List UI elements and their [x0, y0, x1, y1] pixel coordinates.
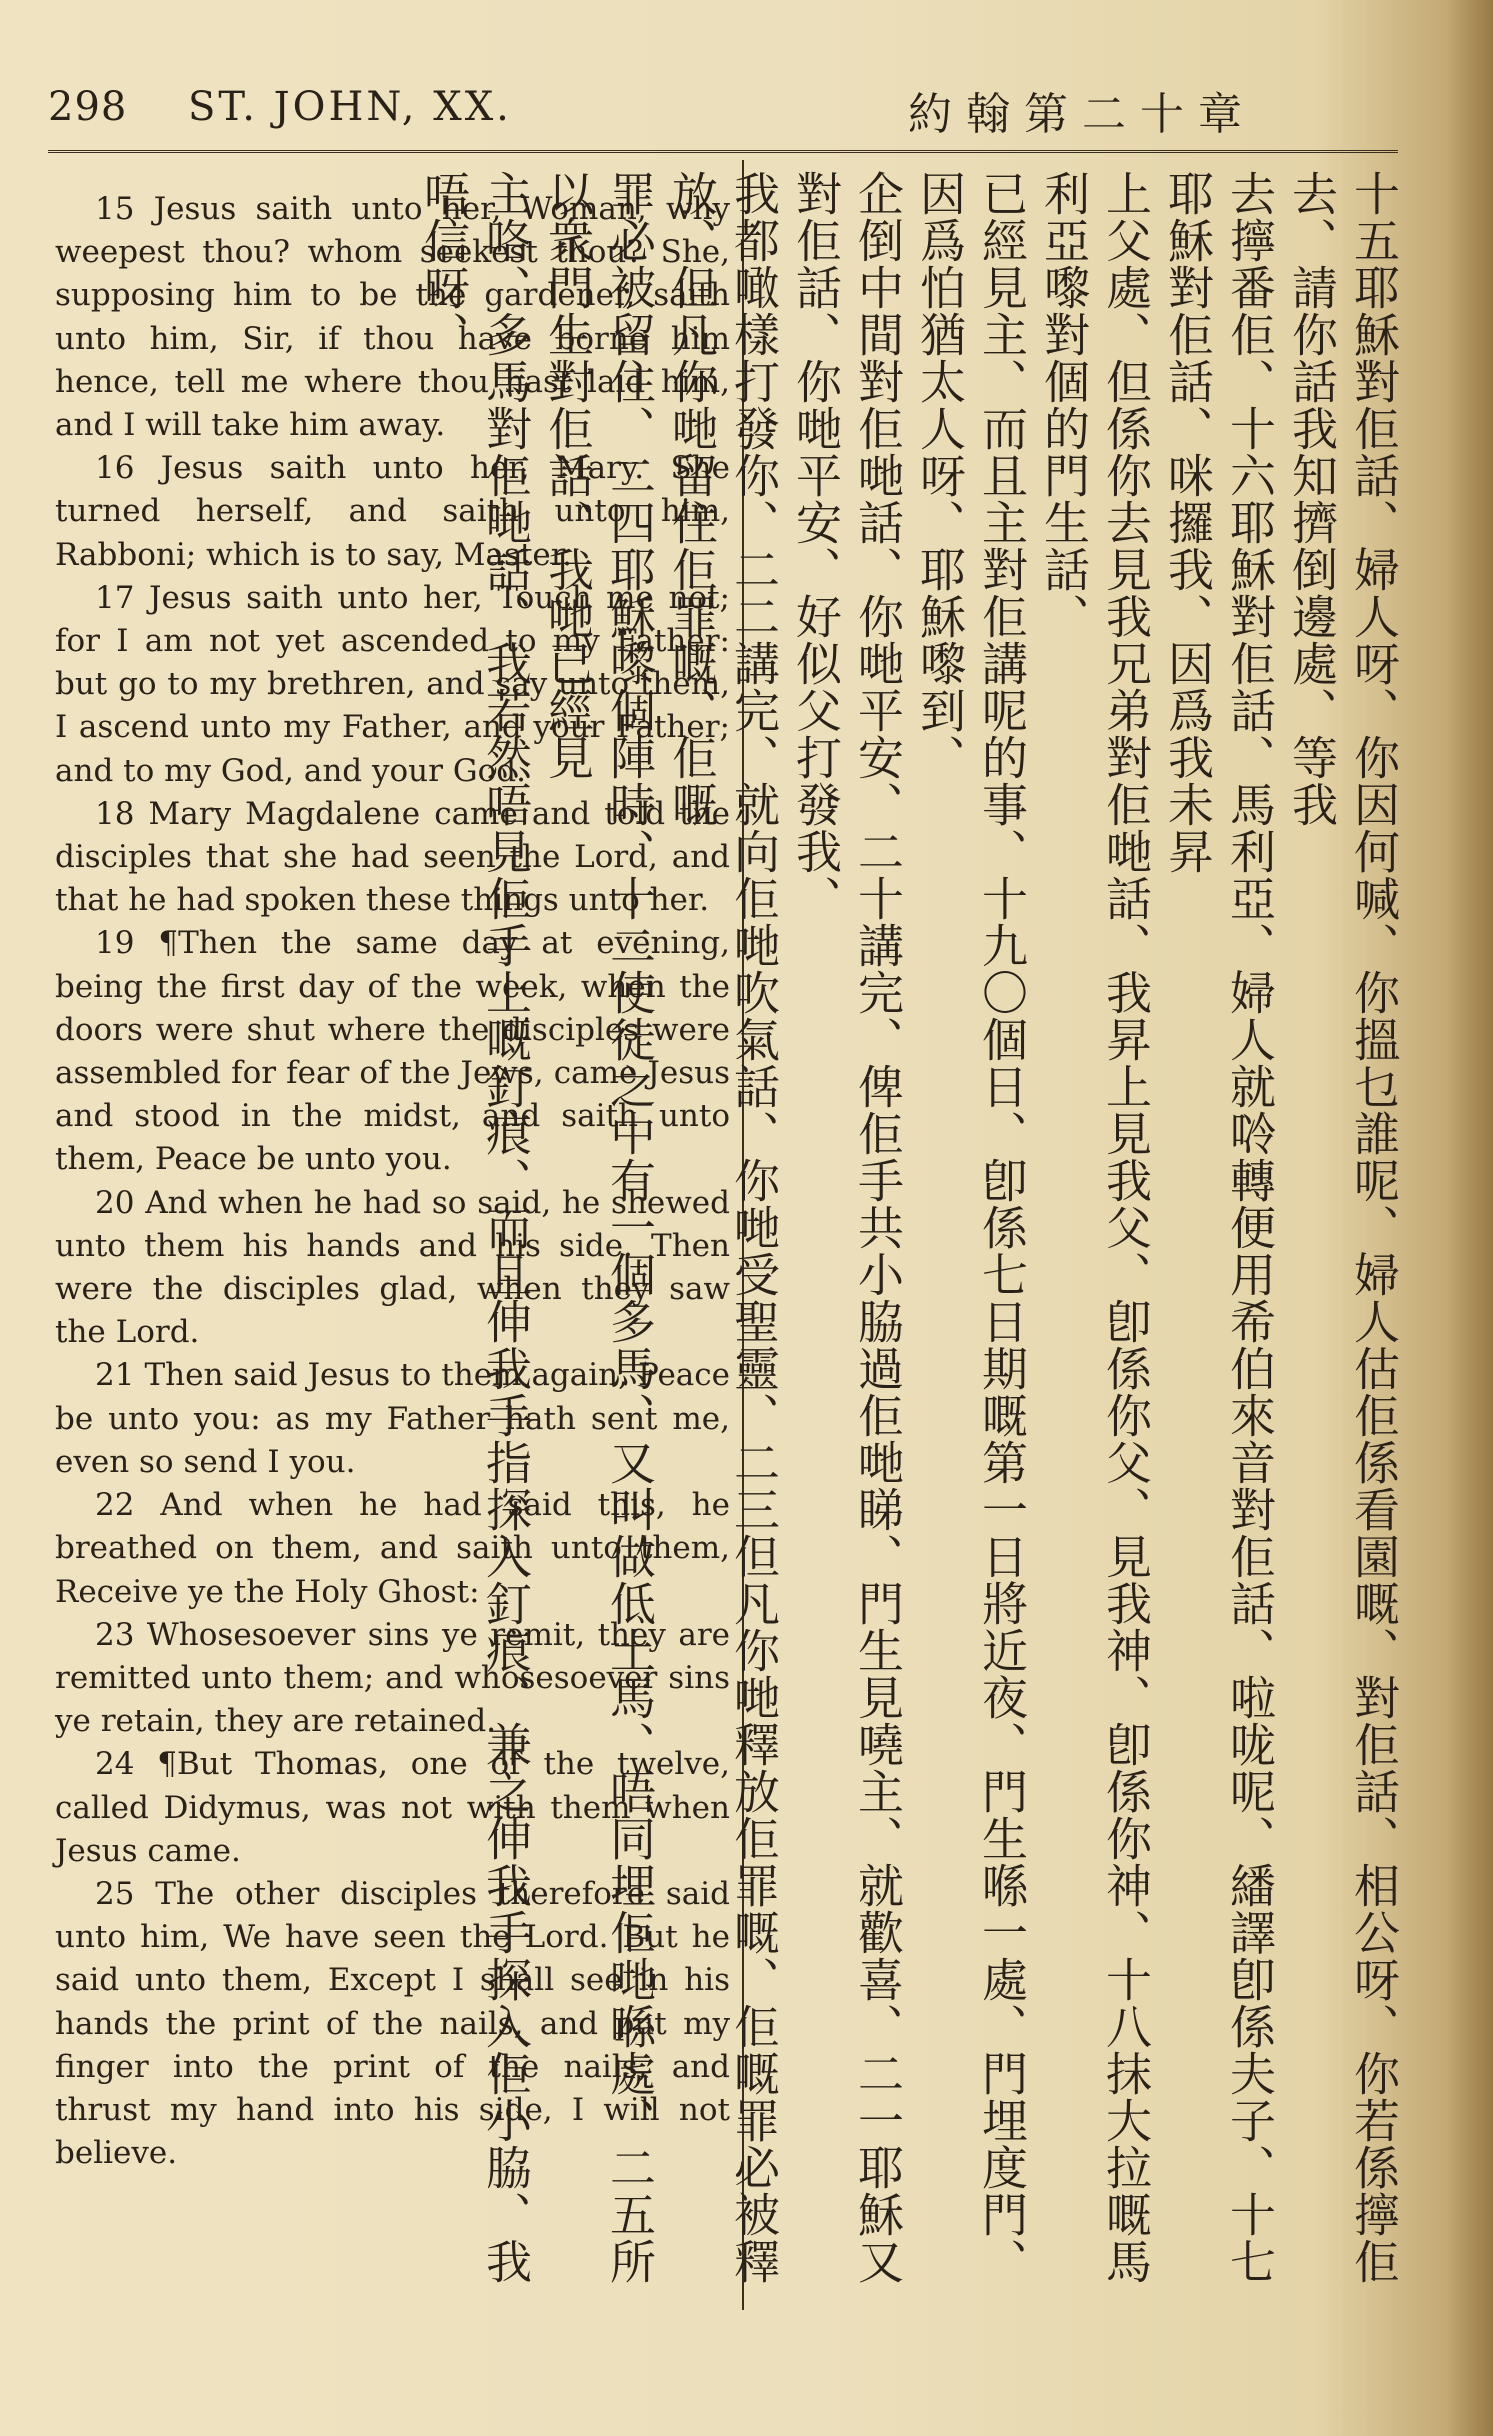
- chinese-line: 我都噉樣打發你、二二講完、就向佢哋吹氣話、你哋受聖靈、二三但凡你哋釋放佢罪嘅、佢嘅罪必被釋放、但凡你哋留住佢罪嘅、佢嘅: [665, 170, 781, 2285]
- chinese-running-head: 約翰第二十章: [908, 89, 1256, 140]
- english-verse-22: 22 And when he had said this, he breathed on them, and saith unto them, Receive ye the Holy Ghost:: [55, 1487, 730, 1610]
- page-number: 298: [48, 84, 128, 130]
- chinese-line: 十五耶穌對佢話、婦人呀、你因何喊、你搵乜誰呢、婦人估佢係看園嘅、對佢話、相公呀、你若係擰佢去、請你話我知擠倒邊處、等我: [1285, 170, 1401, 2285]
- english-verse-20: 20 And when he had so said, he shewed unto them his hands and his side. Then were the disciples glad, when they saw the Lord.: [55, 1184, 730, 1351]
- chinese-line: 上父處、但係你去見我兄弟對佢哋話、我昇上見我父、卽係你父、見我神、卽係你神、十八抹大拉嘅馬利亞嚟對個的門生話、: [1037, 170, 1153, 2285]
- english-verse-21: 21 Then said Jesus to them again, Peace be unto you: as my Father hath sent me, even so send I you.: [55, 1357, 730, 1480]
- english-verse-19: 19 ¶Then the same day at evening, being the first day of the week, when the doors were shut where the disciples were assembled for fear of the Jews, came Jesus and stood in the midst, and saith unto them, Peace be unto you.: [55, 925, 730, 1178]
- page-header: [48, 70, 1398, 150]
- english-verse-23: 23 Whosesoever sins ye remit, they are remitted unto them; and whosesoever sins ye retain, they are retained.: [55, 1616, 730, 1740]
- english-verse-18: 18 Mary Magdalene came and told the disciples that she had seen the Lord, and that he had spoken these things unto her.: [55, 795, 730, 919]
- chinese-line: 主咯、多馬對佢哋話、我若然唔見佢手上嘅釘痕、而且伸我手指探入釘痕、兼之伸我手探入佢小脇、我唔信呀、: [417, 170, 533, 2285]
- english-verse-15: 15 Jesus saith unto her, Woman, why weepest thou? whom seekest thou? She, supposing him to be the gardener, saith unto him, Sir, if thou have borne him hence, tell me where thou hast laid him, and I will take him away.: [55, 191, 730, 444]
- english-verse-25: 25 The other disciples therefore said unto him, We have seen the Lord. But he said unto them, Except I shall see in his hands the print of the nails, and put my finger into the print of the nails, and thrust my hand into his side, I will not believe.: [55, 1875, 730, 2172]
- chinese-line: 罪必被留住、二四耶穌嚟個陣時、十二使徒之中有一個多馬、又叫做低土馬、唔同埋佢哋喺處、二五所以衆門生對佢話、我哋已經見: [541, 170, 657, 2285]
- english-verse-24: 24 ¶But Thomas, one of the twelve, called Didymus, was not with them when Jesus came.: [55, 1746, 730, 1869]
- english-verse-16: 16 Jesus saith unto her, Mary. She turned herself, and saith unto him, Rabboni; which is to say, Master.: [55, 450, 730, 573]
- english-verse-17: 17 Jesus saith unto her, Touch me not; for I am not yet ascended to my Father: but go to my brethren, and say unto them, I ascend unto my Father, and your Father; and to my God, and your God.: [55, 579, 730, 789]
- chinese-line: 企倒中間對佢哋話、你哋平安、二十講完、俾佢手共小脇過佢哋睇、門生見嘵主、就歡喜、二一耶穌又對佢話、你哋平安、好似父打發我、: [789, 170, 905, 2285]
- header-rule: [48, 150, 1398, 153]
- chinese-line: 已經見主、而且主對佢講呢的事、十九〇個日、卽係七日期嘅第一日將近夜、門生喺一處、門埋度門、因爲怕猶太人呀、耶穌嚟到、: [913, 170, 1029, 2285]
- chinese-column: [417, 170, 1405, 2300]
- running-head: ST. JOHN, XX.: [188, 84, 512, 130]
- chinese-line: 去擰番佢、十六耶穌對佢話、馬利亞、婦人就唥轉便用希伯來音對佢話、啦咙呢、繙譯卽係夫子、十七耶穌對佢話、咪攞我、因爲我未昇: [1161, 170, 1277, 2285]
